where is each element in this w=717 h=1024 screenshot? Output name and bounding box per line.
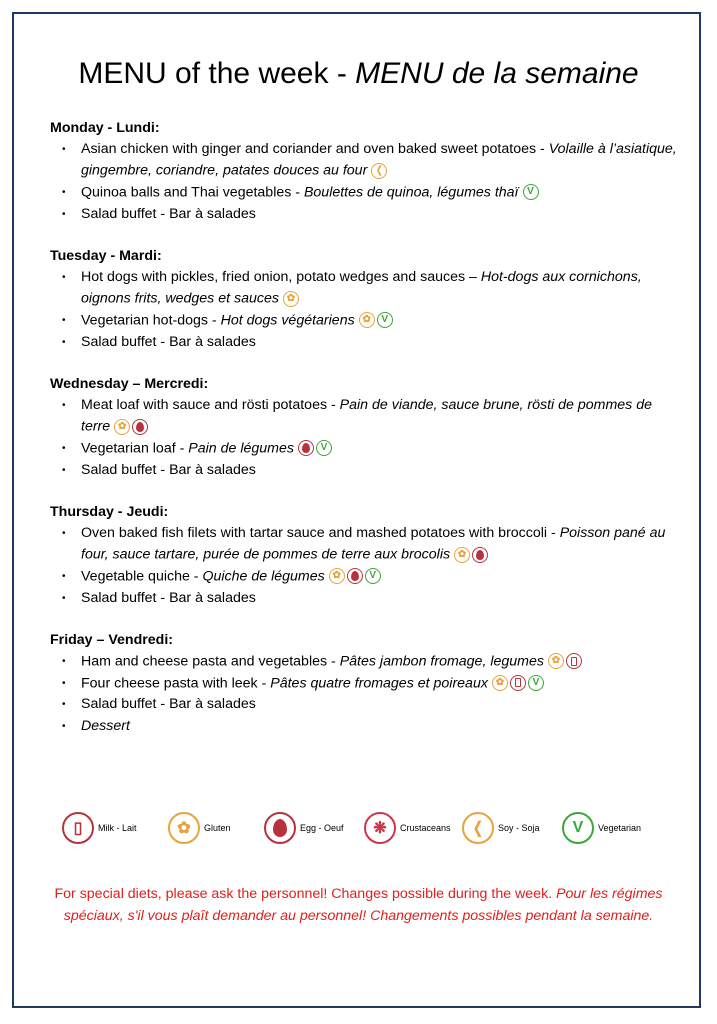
day-section bbox=[50, 374, 680, 481]
legend-vegetarian bbox=[562, 812, 641, 844]
day-section bbox=[50, 502, 680, 609]
dish-english: Asian chicken with ginger and coriander and oven baked sweet potatoes - bbox=[81, 141, 549, 157]
dish-english: Ham and cheese pasta and vegetables - bbox=[81, 653, 340, 670]
dish-item bbox=[50, 566, 680, 588]
legend-soy bbox=[462, 812, 540, 844]
dish-french: Quiche de légumes bbox=[202, 568, 325, 585]
dish-french: Pain de légumes bbox=[188, 440, 294, 457]
legend-crustaceans-label: Crustaceans bbox=[400, 823, 451, 833]
milk-icon bbox=[510, 675, 526, 691]
dish-item bbox=[50, 523, 680, 566]
allergen-icons bbox=[452, 544, 488, 565]
gluten-icon: ✿ bbox=[548, 653, 564, 669]
gluten-icon: ✿ bbox=[168, 812, 200, 844]
dish-french: Poisson pané au four, sauce tartare, purée de pommes de terre aux brocolis bbox=[81, 525, 666, 563]
legend-milk bbox=[62, 812, 137, 844]
day-heading: Tuesday - Mardi: bbox=[50, 248, 162, 264]
dish-french: Hot dogs végétariens bbox=[220, 312, 355, 329]
dish-french: Pâtes jambon fromage, legumes bbox=[339, 653, 544, 670]
dish-item bbox=[50, 716, 680, 737]
legend-crustaceans bbox=[364, 812, 451, 844]
dish-english: Salad buffet - Bar à salades bbox=[81, 696, 256, 713]
dish-item bbox=[50, 673, 680, 695]
dish-list bbox=[50, 523, 680, 609]
egg-icon bbox=[264, 812, 296, 844]
dish-english: Salad buffet - Bar à salades bbox=[81, 205, 256, 222]
title-english: MENU of the week - bbox=[78, 57, 356, 90]
dish-english: Vegetable quiche - bbox=[81, 568, 203, 585]
day-heading: Thursday - Jeudi: bbox=[50, 504, 169, 520]
legend-egg-label: Egg - Oeuf bbox=[300, 823, 344, 833]
day-heading: Friday – Vendredi: bbox=[50, 632, 173, 648]
vegetarian-icon: V bbox=[523, 184, 539, 200]
soy-icon: ❬ bbox=[462, 812, 494, 844]
dish-french: Pain de viande, sauce brune, rösti de pommes de terre bbox=[81, 397, 652, 435]
dish-english: Salad buffet - Bar à salades bbox=[81, 333, 256, 350]
dish-item bbox=[50, 182, 680, 204]
gluten-icon: ✿ bbox=[329, 568, 345, 584]
dish-french: Boulettes de quinoa, légumes thaï bbox=[303, 184, 519, 201]
allergen-icons bbox=[521, 182, 539, 203]
dish-item bbox=[50, 332, 680, 353]
egg-icon bbox=[347, 568, 363, 584]
allergen-icons bbox=[296, 438, 332, 459]
milk-icon: ▯ bbox=[62, 812, 94, 844]
legend-soy-label: Soy - Soja bbox=[498, 823, 540, 833]
dish-french: Pâtes quatre fromages et poireaux bbox=[270, 675, 488, 692]
dish-item bbox=[50, 694, 680, 715]
dish-item bbox=[50, 204, 680, 225]
dish-item bbox=[50, 588, 680, 609]
dish-french: Hot-dogs aux cornichons, oignons frits, wedges et sauces bbox=[81, 269, 642, 307]
dish-french: Dessert bbox=[81, 717, 130, 734]
dish-english: Vegetarian loaf - bbox=[81, 440, 189, 457]
allergen-icons bbox=[327, 566, 381, 587]
legend-vegetarian-label: Vegetarian bbox=[598, 823, 642, 833]
crab-icon: ❋ bbox=[364, 812, 396, 844]
legend-milk-label: Milk - Lait bbox=[98, 823, 137, 833]
vegetarian-icon: V bbox=[562, 812, 594, 844]
legend-egg bbox=[264, 812, 344, 844]
dish-list bbox=[50, 651, 680, 737]
vegetarian-icon: V bbox=[365, 568, 381, 584]
dish-list bbox=[50, 395, 680, 481]
dish-english: Meat loaf with sauce and rösti potatoes - bbox=[81, 397, 340, 413]
gluten-icon: ✿ bbox=[492, 675, 508, 691]
dish-english: Oven baked fish filets with tartar sauce and mashed potatoes with broccoli - bbox=[81, 525, 560, 541]
dish-list bbox=[50, 267, 680, 353]
dish-english: Hot dogs with pickles, fried onion, potato wedges and sauces – bbox=[81, 269, 481, 285]
title-french: MENU de la semaine bbox=[355, 57, 639, 90]
egg-icon bbox=[298, 440, 314, 456]
allergen-icons bbox=[546, 651, 582, 672]
dish-english: Vegetarian hot-dogs - bbox=[81, 312, 221, 329]
dish-english: Quinoa balls and Thai vegetables - bbox=[81, 184, 304, 201]
dish-english: Salad buffet - Bar à salades bbox=[81, 589, 256, 606]
dish-item bbox=[50, 438, 680, 460]
day-heading: Monday - Lundi: bbox=[50, 120, 160, 136]
vegetarian-icon: V bbox=[377, 312, 393, 328]
gluten-icon: ✿ bbox=[283, 291, 299, 307]
allergen-legend bbox=[62, 812, 662, 848]
dish-item bbox=[50, 651, 680, 673]
gluten-icon: ✿ bbox=[359, 312, 375, 328]
dish-french: Volaille à l’asiatique, gingembre, coriandre, patates douces au four bbox=[81, 141, 677, 179]
note-french: Pour les régimes spéciaux, s'il vous plaît demander au personnel! Changements possibles pendant la semaine. bbox=[63, 886, 663, 924]
gluten-icon: ✿ bbox=[114, 419, 130, 435]
egg-icon bbox=[472, 547, 488, 563]
allergen-icons bbox=[281, 288, 299, 309]
menu-content bbox=[50, 118, 680, 739]
day-section bbox=[50, 630, 680, 737]
vegetarian-icon: V bbox=[528, 675, 544, 691]
soy-icon: ❬ bbox=[371, 163, 387, 179]
dish-item bbox=[50, 267, 680, 310]
allergen-icons bbox=[112, 416, 148, 437]
dish-item bbox=[50, 460, 680, 481]
allergen-icons bbox=[357, 310, 393, 331]
note-english: For special diets, please ask the personnel! Changes possible during the week. bbox=[54, 886, 557, 902]
legend-gluten-label: Gluten bbox=[204, 823, 231, 833]
dish-item bbox=[50, 395, 680, 438]
dish-item bbox=[50, 310, 680, 332]
allergen-icons bbox=[490, 673, 544, 694]
page-title bbox=[0, 54, 717, 94]
allergen-icons bbox=[369, 160, 387, 181]
dish-item bbox=[50, 139, 680, 182]
egg-icon bbox=[132, 419, 148, 435]
day-heading: Wednesday – Mercredi: bbox=[50, 376, 209, 392]
legend-gluten bbox=[168, 812, 231, 844]
special-diets-note bbox=[40, 884, 677, 927]
milk-icon bbox=[566, 653, 582, 669]
dish-english: Salad buffet - Bar à salades bbox=[81, 461, 256, 478]
day-section bbox=[50, 246, 680, 353]
gluten-icon: ✿ bbox=[454, 547, 470, 563]
dish-english: Four cheese pasta with leek - bbox=[81, 675, 271, 692]
day-section bbox=[50, 118, 680, 225]
dish-list bbox=[50, 139, 680, 225]
vegetarian-icon: V bbox=[316, 440, 332, 456]
